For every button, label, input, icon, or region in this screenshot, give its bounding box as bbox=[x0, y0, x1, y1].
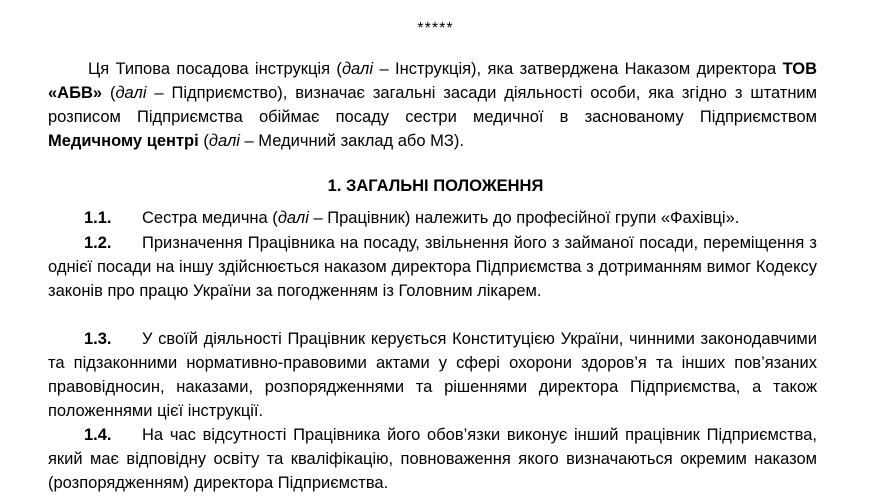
intro-text-part: – Інструкція), яка затверджена Наказом директора bbox=[373, 60, 783, 78]
section-heading: 1. ЗАГАЛЬНІ ПОЛОЖЕННЯ bbox=[327, 177, 544, 195]
intro-italic-dali: далі bbox=[208, 132, 240, 150]
clause-text: – Працівник) належить до професійної групи «Фахівці». bbox=[308, 209, 740, 227]
clause-text: На час відсутності Працівника його обов’язки виконує інший працівник Підприємства, який має відповідну освіту та кваліфікацію, повноваження якого визначаються окремим наказом (розпорядженням) директора Підприємства. bbox=[48, 426, 817, 492]
clause-number: 1.2. bbox=[84, 234, 112, 252]
clause-1-4 bbox=[48, 423, 817, 495]
company-name: ТОВ «АБВ» bbox=[48, 60, 818, 102]
intro-text-part: – Підприємство), визначає загальні засади діяльності особи, яка згідно з штатним розписом Підприємства обіймає посаду сестри медичної в заснованому Підприємством bbox=[48, 84, 817, 126]
intro-italic-dali: далі bbox=[115, 84, 147, 102]
clause-text: Призначення Працівника на посаду, звільнення його з займаної посади, переміщення з однієї посади на іншу здійснюється наказом директора Підприємства з дотриманням вимог Кодексу законів про працю України за погодженням із Головним лікарем. bbox=[48, 234, 817, 300]
clause-number: 1.3. bbox=[84, 330, 112, 348]
intro-italic-dali: далі bbox=[341, 60, 374, 78]
intro-text-part: Ця Типова посадова інструкція ( bbox=[88, 60, 342, 78]
clause-text: У своїй діяльності Працівник керується Конституцією України, чинними законодавчими та підзаконними нормативно-правовими актами у сфері охорони здоров’я та інших пов’язаних правовідносин, наказами, розпорядженнями та рішеннями директора Підприємства, а також положеннями цієї інструкції. bbox=[48, 330, 817, 420]
intro-text-part: ( bbox=[198, 132, 209, 150]
clause-italic-dali: далі bbox=[277, 209, 309, 227]
clause-1-1 bbox=[48, 206, 817, 230]
intro-text-part: – Медичний заклад або МЗ). bbox=[239, 132, 464, 150]
clause-text: Сестра медична ( bbox=[142, 209, 278, 227]
medical-center-name: Медичному центрі bbox=[48, 132, 199, 150]
intro-text-part: ( bbox=[102, 84, 116, 102]
clause-1-2 bbox=[48, 231, 817, 303]
clause-number: 1.1. bbox=[84, 209, 112, 227]
intro-paragraph bbox=[48, 57, 817, 153]
clause-1-3 bbox=[48, 327, 817, 423]
clause-number: 1.4. bbox=[84, 426, 112, 444]
section-separator: ***** bbox=[417, 20, 454, 37]
